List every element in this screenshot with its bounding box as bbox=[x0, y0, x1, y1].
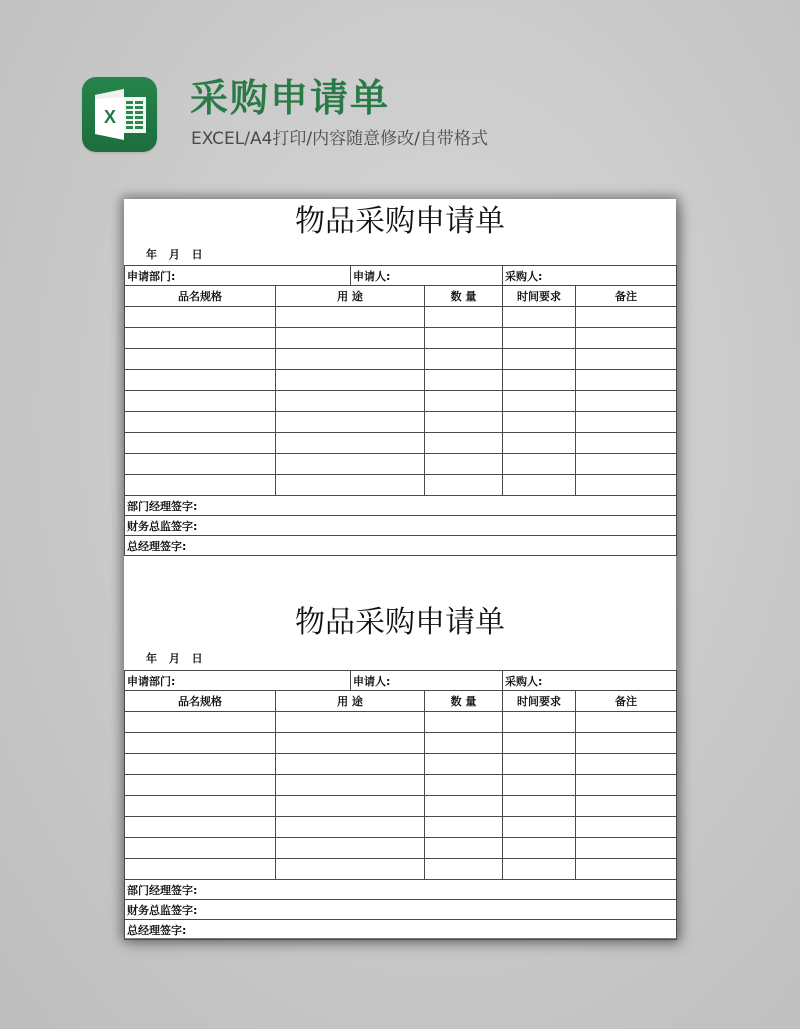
cell[interactable] bbox=[503, 328, 576, 349]
purchaser-field[interactable]: 采购人: bbox=[503, 671, 677, 691]
cell[interactable] bbox=[503, 838, 576, 859]
cell[interactable] bbox=[425, 349, 503, 370]
applicant-field[interactable]: 申请人: bbox=[351, 266, 503, 286]
form-date: 年 月 日 bbox=[146, 248, 203, 261]
cell[interactable] bbox=[125, 775, 276, 796]
cell[interactable] bbox=[276, 817, 425, 838]
cell[interactable] bbox=[425, 733, 503, 754]
table-row bbox=[125, 754, 677, 775]
cell[interactable] bbox=[125, 838, 276, 859]
cell[interactable] bbox=[503, 817, 576, 838]
signature-row bbox=[125, 900, 677, 920]
cell[interactable] bbox=[503, 307, 576, 328]
cell[interactable] bbox=[576, 838, 677, 859]
cell[interactable] bbox=[425, 370, 503, 391]
table-row bbox=[125, 775, 677, 796]
cell[interactable] bbox=[125, 475, 276, 496]
table-row bbox=[125, 349, 677, 370]
cell[interactable] bbox=[576, 733, 677, 754]
purchase-table bbox=[124, 670, 677, 940]
cell[interactable] bbox=[125, 454, 276, 475]
cell[interactable] bbox=[503, 391, 576, 412]
table-row bbox=[125, 328, 677, 349]
cell[interactable] bbox=[503, 712, 576, 733]
cell[interactable] bbox=[125, 712, 276, 733]
cell[interactable] bbox=[425, 433, 503, 454]
cell[interactable] bbox=[425, 859, 503, 880]
cell[interactable] bbox=[125, 349, 276, 370]
cell[interactable] bbox=[125, 733, 276, 754]
cell[interactable] bbox=[125, 370, 276, 391]
applicant-field[interactable]: 申请人: bbox=[351, 671, 503, 691]
table-row bbox=[125, 391, 677, 412]
purchase-table bbox=[124, 265, 677, 556]
general-manager-signature[interactable]: 总经理签字: bbox=[125, 920, 677, 940]
cell[interactable] bbox=[276, 328, 425, 349]
table-row bbox=[125, 817, 677, 838]
cell[interactable] bbox=[503, 475, 576, 496]
cell[interactable] bbox=[276, 370, 425, 391]
cell[interactable] bbox=[576, 391, 677, 412]
table-row bbox=[125, 712, 677, 733]
cell[interactable] bbox=[425, 412, 503, 433]
table-row bbox=[125, 412, 677, 433]
signature-row bbox=[125, 880, 677, 900]
svg-text:X: X bbox=[103, 107, 117, 127]
form-date: 年 月 日 bbox=[146, 652, 203, 665]
cell[interactable] bbox=[276, 475, 425, 496]
page-subtitle: EXCEL/A4打印/内容随意修改/自带格式 bbox=[191, 129, 488, 149]
form-title: 物品采购申请单 bbox=[295, 605, 505, 640]
table-row bbox=[125, 838, 677, 859]
cell[interactable] bbox=[576, 433, 677, 454]
cell[interactable] bbox=[576, 712, 677, 733]
cell[interactable] bbox=[576, 775, 677, 796]
page-title: 采购申请单 bbox=[190, 76, 391, 120]
cell[interactable] bbox=[576, 475, 677, 496]
cell[interactable] bbox=[576, 859, 677, 880]
cell[interactable] bbox=[576, 307, 677, 328]
cell[interactable] bbox=[576, 454, 677, 475]
cell[interactable] bbox=[276, 838, 425, 859]
excel-icon bbox=[82, 77, 157, 152]
cell[interactable] bbox=[276, 796, 425, 817]
info-row bbox=[125, 266, 677, 286]
column-header-time-required: 时间要求 bbox=[503, 691, 576, 712]
cell[interactable] bbox=[503, 370, 576, 391]
signature-row bbox=[125, 920, 677, 940]
cell[interactable] bbox=[276, 454, 425, 475]
cell[interactable] bbox=[503, 775, 576, 796]
cell[interactable] bbox=[276, 859, 425, 880]
cell[interactable] bbox=[576, 754, 677, 775]
column-header-purpose: 用 途 bbox=[276, 691, 425, 712]
cell[interactable] bbox=[425, 307, 503, 328]
cell[interactable] bbox=[425, 391, 503, 412]
cell[interactable] bbox=[576, 796, 677, 817]
info-row bbox=[125, 671, 677, 691]
cell[interactable] bbox=[125, 859, 276, 880]
cell[interactable] bbox=[503, 454, 576, 475]
cell[interactable] bbox=[425, 712, 503, 733]
form-title: 物品采购申请单 bbox=[295, 204, 505, 239]
header-row bbox=[125, 286, 677, 307]
header-row bbox=[125, 691, 677, 712]
cell[interactable] bbox=[425, 838, 503, 859]
cell[interactable] bbox=[125, 328, 276, 349]
general-manager-signature[interactable]: 总经理签字: bbox=[125, 536, 677, 556]
signature-row bbox=[125, 496, 677, 516]
cell[interactable] bbox=[576, 370, 677, 391]
cell[interactable] bbox=[503, 433, 576, 454]
column-header-quantity: 数 量 bbox=[425, 691, 503, 712]
table-row bbox=[125, 454, 677, 475]
column-header-purpose: 用 途 bbox=[276, 286, 425, 307]
cell[interactable] bbox=[425, 775, 503, 796]
cell[interactable] bbox=[276, 754, 425, 775]
dept-manager-signature[interactable]: 部门经理签字: bbox=[125, 880, 677, 900]
table-row bbox=[125, 859, 677, 880]
cell[interactable] bbox=[125, 412, 276, 433]
cell[interactable] bbox=[276, 412, 425, 433]
column-header-time-required: 时间要求 bbox=[503, 286, 576, 307]
cell[interactable] bbox=[125, 307, 276, 328]
column-header-quantity: 数 量 bbox=[425, 286, 503, 307]
cell[interactable] bbox=[276, 307, 425, 328]
cell[interactable] bbox=[276, 391, 425, 412]
cell[interactable] bbox=[503, 796, 576, 817]
cell[interactable] bbox=[425, 328, 503, 349]
cell[interactable] bbox=[425, 796, 503, 817]
cell[interactable] bbox=[276, 712, 425, 733]
cell[interactable] bbox=[276, 733, 425, 754]
table-row bbox=[125, 370, 677, 391]
cell[interactable] bbox=[125, 817, 276, 838]
cell[interactable] bbox=[125, 796, 276, 817]
cell[interactable] bbox=[503, 733, 576, 754]
department-field[interactable]: 申请部门: bbox=[125, 266, 351, 286]
cell[interactable] bbox=[425, 475, 503, 496]
cell[interactable] bbox=[276, 775, 425, 796]
purchaser-field[interactable]: 采购人: bbox=[503, 266, 677, 286]
finance-director-signature[interactable]: 财务总监签字: bbox=[125, 516, 677, 536]
column-header-remarks: 备注 bbox=[576, 286, 677, 307]
cell[interactable] bbox=[576, 817, 677, 838]
cell[interactable] bbox=[125, 433, 276, 454]
department-field[interactable]: 申请部门: bbox=[125, 671, 351, 691]
signature-row bbox=[125, 516, 677, 536]
column-header-remarks: 备注 bbox=[576, 691, 677, 712]
cell[interactable] bbox=[425, 817, 503, 838]
table-row bbox=[125, 307, 677, 328]
cell[interactable] bbox=[276, 433, 425, 454]
cell[interactable] bbox=[503, 754, 576, 775]
cell[interactable] bbox=[576, 328, 677, 349]
cell[interactable] bbox=[503, 859, 576, 880]
cell[interactable] bbox=[276, 349, 425, 370]
cell[interactable] bbox=[125, 754, 276, 775]
cell[interactable] bbox=[125, 391, 276, 412]
cell[interactable] bbox=[576, 349, 677, 370]
finance-director-signature[interactable]: 财务总监签字: bbox=[125, 900, 677, 920]
table-row bbox=[125, 475, 677, 496]
table-row bbox=[125, 796, 677, 817]
cell[interactable] bbox=[425, 754, 503, 775]
cell[interactable] bbox=[503, 349, 576, 370]
cell[interactable] bbox=[576, 412, 677, 433]
column-header-item-spec: 品名规格 bbox=[125, 691, 276, 712]
table-row bbox=[125, 433, 677, 454]
column-header-item-spec: 品名规格 bbox=[125, 286, 276, 307]
cell[interactable] bbox=[425, 454, 503, 475]
dept-manager-signature[interactable]: 部门经理签字: bbox=[125, 496, 677, 516]
table-row bbox=[125, 733, 677, 754]
document-page bbox=[124, 199, 676, 938]
signature-row bbox=[125, 536, 677, 556]
cell[interactable] bbox=[503, 412, 576, 433]
